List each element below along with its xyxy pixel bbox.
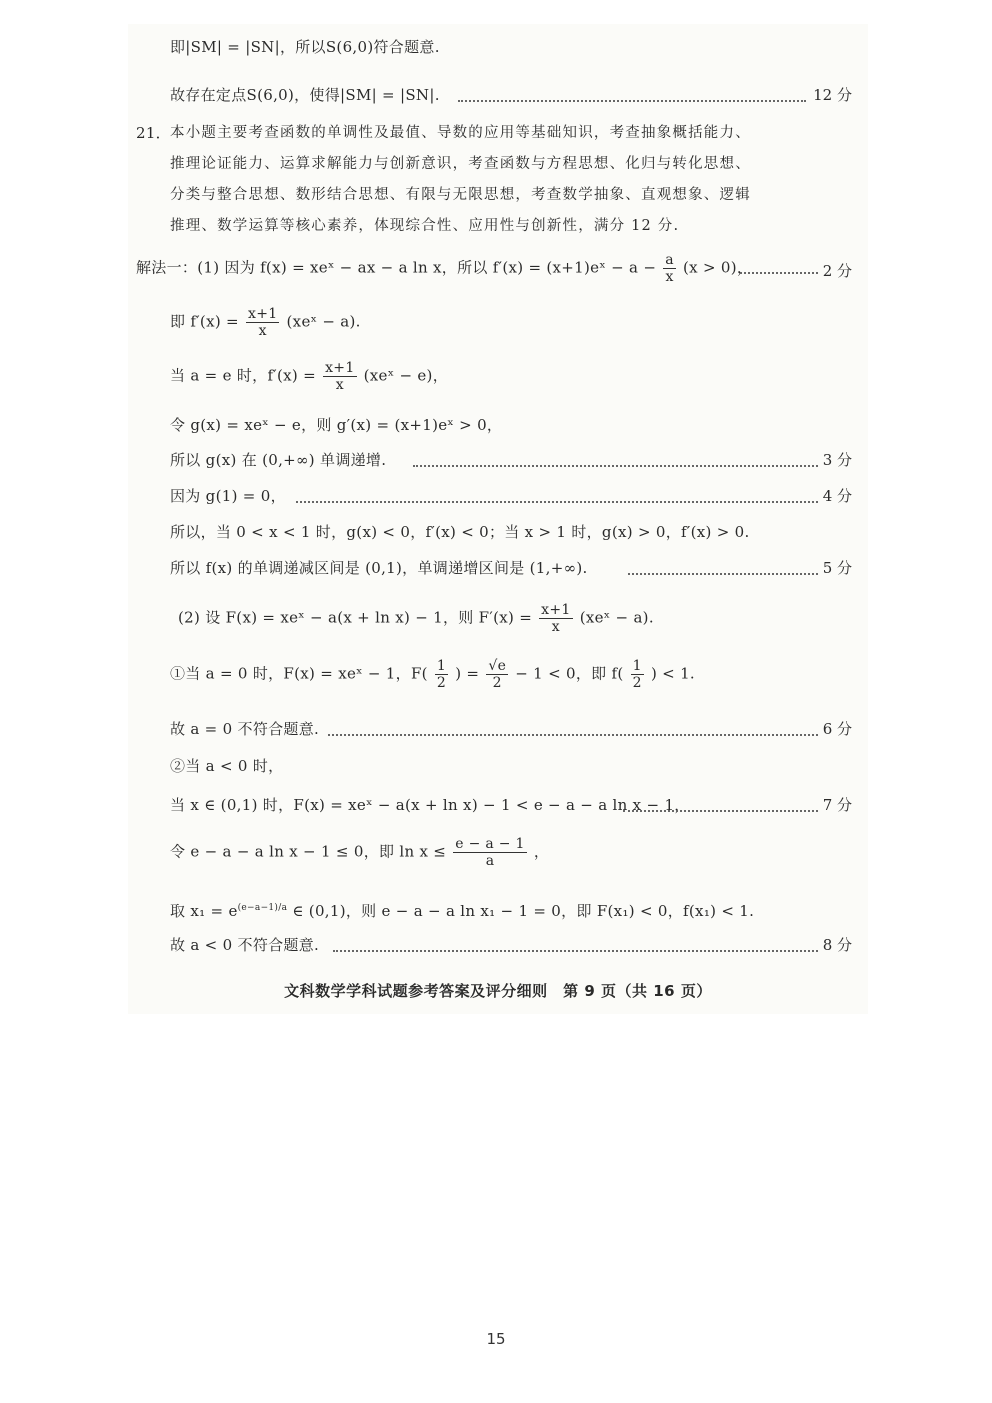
denominator: 2	[492, 675, 502, 691]
math-text: 即 f′(x) =	[170, 312, 239, 331]
score-label: 4 分	[822, 487, 852, 505]
leader-dots	[628, 573, 818, 575]
solution-line: ②当 a < 0 时，	[170, 757, 284, 775]
solution-line: 所以，当 0 < x < 1 时，g(x) < 0，f′(x) < 0；当 x > 1 时，g(x) > 0，f′(x) > 0.	[170, 523, 750, 541]
math-text: − 1 < 0，即 f(	[515, 664, 624, 683]
fraction	[435, 658, 448, 691]
numerator: e − a − 1	[455, 836, 525, 852]
math-text: ，	[533, 842, 550, 861]
denominator: 2	[632, 675, 642, 691]
math-text: (2) 设 F(x) = xeˣ − a(x + ln x) − 1，则 F′(x) =	[178, 608, 533, 627]
fraction	[663, 252, 676, 285]
intro-line: 推理、数学运算等核心素养，体现综合性、应用性与创新性，满分 12 分.	[170, 218, 680, 234]
score-label: 8 分	[822, 936, 852, 954]
intro-line: 分类与整合思想、数形结合思想、有限与无限思想，考查数学抽象、直观想象、逻辑	[170, 187, 751, 203]
math-text: ) < 1.	[650, 664, 696, 683]
leader-dots	[413, 465, 818, 467]
page-footer: 文科数学学科试题参考答案及评分细则 第 9 页（共 16 页）	[284, 982, 712, 1000]
math-text: 令 e − a − a ln x − 1 ≤ 0，即 ln x ≤	[170, 842, 447, 861]
intro-line: 本小题主要考查函数的单调性及最值、导数的应用等基础知识，考查抽象概括能力、	[170, 125, 751, 141]
leader-dots	[623, 810, 818, 812]
text-line: 即|SM| = |SN|，所以S(6,0)符合题意.	[170, 38, 440, 56]
solution-line	[178, 602, 654, 635]
solution-line: 所以 f(x) 的单调递减区间是 (0,1)，单调递增区间是 (1,+∞).	[170, 559, 588, 577]
solution-line	[170, 658, 695, 691]
score-label: 2 分	[822, 262, 852, 280]
fraction	[323, 360, 356, 393]
numerator: 1	[632, 658, 642, 674]
numerator: x+1	[248, 306, 278, 322]
fraction	[486, 658, 508, 691]
math-text: ) =	[455, 664, 480, 683]
score-label: 6 分	[822, 720, 852, 738]
solution-line: 当 x ∈ (0,1) 时，F(x) = xeˣ − a(x + ln x) − 1 < e − a − a ln x − 1，	[170, 796, 690, 814]
solution-line	[170, 360, 448, 393]
solution-line	[170, 897, 754, 922]
math-text: (x > 0)，	[683, 258, 753, 277]
page-number: 15	[486, 1330, 506, 1348]
solution-line: 故 a = 0 不符合题意.	[170, 720, 320, 738]
leader-dots	[740, 272, 818, 274]
exponent: (e−a−1)/a	[237, 903, 288, 913]
denominator: x	[551, 619, 560, 635]
leader-dots	[296, 501, 818, 503]
math-text: (xeˣ − a).	[579, 608, 654, 627]
score-label: 12 分	[813, 86, 852, 104]
fraction	[453, 836, 527, 869]
math-text: (xeˣ − e)，	[363, 366, 449, 385]
fraction	[631, 658, 644, 691]
math-text: 取 x₁ = e	[170, 902, 238, 920]
text-line: 故存在定点S(6,0)，使得|SM| = |SN|.	[170, 86, 440, 104]
denominator: a	[485, 853, 495, 869]
question-number: 21．	[136, 124, 171, 142]
numerator: √e	[488, 658, 507, 674]
numerator: x+1	[325, 360, 355, 376]
scanned-answer-page	[128, 24, 868, 1014]
fraction	[539, 602, 572, 635]
solution-line	[136, 252, 752, 285]
leader-dots	[328, 734, 818, 736]
denominator: x	[335, 377, 344, 393]
fraction	[246, 306, 279, 339]
score-label: 3 分	[822, 451, 852, 469]
leader-dots	[458, 100, 806, 102]
numerator: x+1	[541, 602, 571, 618]
solution-line: 所以 g(x) 在 (0,+∞) 单调递增.	[170, 451, 387, 469]
leader-dots	[333, 950, 818, 952]
denominator: x	[665, 269, 674, 285]
intro-line: 推理论证能力、运算求解能力与创新意识，考查函数与方程思想、化归与转化思想、	[170, 156, 751, 172]
denominator: 2	[436, 675, 447, 691]
numerator: a	[665, 252, 674, 268]
denominator: x	[258, 323, 267, 339]
solution-line: 故 a < 0 不符合题意.	[170, 936, 320, 954]
solution-line: 因为 g(1) = 0，	[170, 487, 286, 505]
math-text: ∈ (0,1)，则 e − a − a ln x₁ − 1 = 0，即 F(x₁) < 0，f(x₁) < 1.	[287, 902, 755, 920]
solution-line: 令 g(x) = xeˣ − e，则 g′(x) = (x+1)eˣ > 0，	[170, 416, 503, 434]
solution-line	[170, 836, 549, 869]
math-text: 当 a = e 时，f′(x) =	[170, 366, 317, 385]
math-text: 解法一：(1) 因为 f(x) = xeˣ − ax − a ln x，所以 f′(x) = (x+1)eˣ − a −	[136, 258, 657, 277]
math-text: ①当 a = 0 时，F(x) = xeˣ − 1，F(	[170, 664, 428, 683]
math-text: (xeˣ − a).	[286, 312, 361, 331]
score-label: 5 分	[822, 559, 852, 577]
score-label: 7 分	[822, 796, 852, 814]
numerator: 1	[436, 658, 447, 674]
solution-line	[170, 306, 361, 339]
